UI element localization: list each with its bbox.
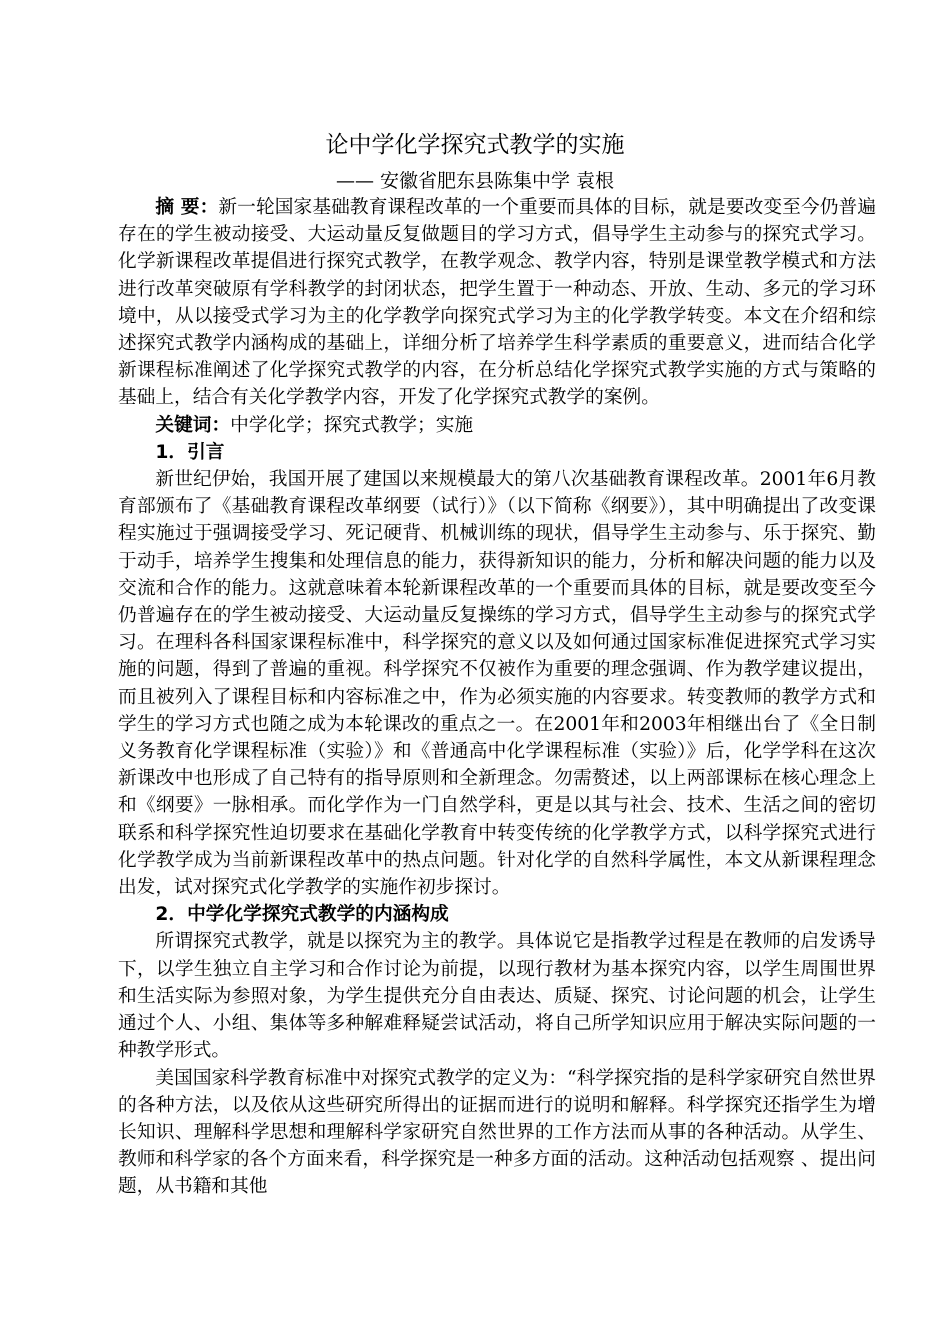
section-2-heading: 2．中学化学探究式教学的内涵构成 [155, 904, 449, 926]
abstract-paragraph [118, 194, 876, 412]
keywords-paragraph [118, 412, 876, 439]
keywords-label: 关键词： [155, 414, 231, 436]
keywords-text: 中学化学；探究式教学；实施 [230, 414, 474, 436]
section-2-paragraph-1: 所谓探究式教学，就是以探究为主的教学。具体说它是指教学过程是在教师的启发诱导下，以学生独立自主学习和合作讨论为前提，以现行教材为基本探究内容，以学生周围世界和生活实际为参照对象，为学生提供充分自由表达、质疑、探究、讨论问题的机会，让学生通过个人、小组、集体等多种解难释疑尝试活动，将自己所学知识应用于解决实际问题的一种教学形式。 [118, 931, 876, 1062]
document-body [118, 194, 876, 1201]
section-1-paragraph-1: 新世纪伊始，我国开展了建国以来规模最大的第八次基础教育课程改革。2001年6月教育部颁布了《基础教育课程改革纲要（试行）》（以下简称《纲要》），其中明确提出了改变课程实施过于强调接受学习、死记硬背、机械训练的现状，倡导学生主动参与、乐于探究、勤于动手，培养学生搜集和处理信息的能力，获得新知识的能力，分析和解决问题的能力以及交流和合作的能力。这就意味着本轮新课程改革的一个重要而具体的目标，就是要改变至今仍普遍存在的学生被动接受、大运动量反复操练的学习方式，倡导学生主动参与的探究式学习。在理科各科国家课程标准中，科学探究的意义以及如何通过国家标准促进探究式学习实施的问题，得到了普遍的重视。科学探究不仅被作为重要的理念强调、作为教学建议提出，而且被列入了课程目标和内容标准之中，作为必须实施的内容要求。转变教师的教学方式和学生的学习方式也随之成为本轮课改的重点之一。在2001年和2003年相继出台了《全日制义务教育化学课程标准（实验）》和《普通高中化学课程标准（实验）》后，化学学科在这次新课改中也形成了自己特有的指导原则和全新理念。勿需赘述，以上两部课标在核心理念上和《纲要》一脉相承。而化学作为一门自然学科，更是以其与社会、技术、生活之间的密切联系和科学探究性迫切要求在基础化学教育中转变传统的化学教学方式，以科学探究式进行化学教学成为当前新课程改革中的热点问题。针对化学的自然科学属性，本文从新课程理念出发，试对探究式化学教学的实施作初步探讨。 [118, 469, 876, 899]
document-title: 论中学化学探究式教学的实施 [325, 132, 625, 158]
abstract-label: 摘 要： [155, 197, 219, 218]
abstract-text: 新一轮国家基础教育课程改革的一个重要而具体的目标，就是要改变至今仍普遍存在的学生被动接受、大运动量反复做题目的学习方式，倡导学生主动参与的探究式学习。化学新课程改革提倡进行探究式教学，在教学观念、教学内容，特别是课堂教学模式和方法进行改革突破原有学科教学的封闭状态，把学生置于一种动态、开放、生动、多元的学习环境中，从以接受式学习为主的化学教学向探究式学习为主的化学教学转变。本文在介绍和综述探究式教学内涵构成的基础上，详细分析了培养学生科学素质的重要意义，进而结合化学新课程标准阐述了化学探究式教学的内容，在分析总结化学探究式教学实施的方式与策略的基础上，结合有关化学教学内容，开发了化学探究式教学的案例。 [118, 197, 877, 409]
section-1-heading: 1．引言 [155, 441, 225, 463]
section-2-paragraph-2: 美国国家科学教育标准中对探究式教学的定义为：“科学探究指的是科学家研究自然世界的各种方法，以及依从这些研究所得出的证据而进行的说明和解释。科学探究还指学生为增长知识、理解科学思想和理解科学家研究自然世界的工作方法而从事的各种活动。从学生、教师和科学家的各个方面来看，科学探究是一种多方面的活动。这种活动包括观察 、提出问题，从书籍和其他 [118, 1067, 876, 1198]
author-byline: —— 安徽省肥东县陈集中学 袁根 [335, 170, 615, 192]
